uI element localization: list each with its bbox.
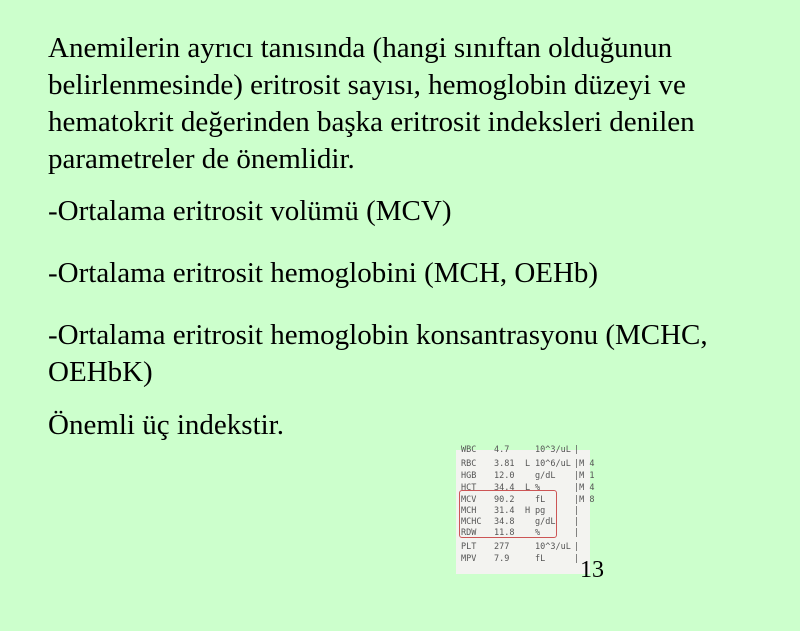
lab-row: MCHC 34.8 g/dL | <box>461 517 580 527</box>
lab-row: MCH 31.4 H pg | <box>461 506 580 516</box>
conclusion-text: Önemli üç indekstir. <box>48 409 284 441</box>
slide-body <box>48 30 768 444</box>
lab-row: HCT 34.4 L % |M 4 <box>461 483 595 493</box>
lab-row: MCV 90.2 fL |M 8 <box>461 495 595 505</box>
lab-row: HGB 12.0 g/dL |M 1 <box>461 471 595 481</box>
intro-paragraph: Anemilerin ayrıcı tanısında (hangi sınıftan olduğunun belirlenmesinde) eritrosit sayısı, hemoglobin düzeyi ve hematokrit değerinden başka eritrosit indeksleri denilen parametreler de önemlidir. <box>48 32 695 175</box>
lab-row: WBC 4.7 10^3/uL | <box>461 445 580 455</box>
lab-row: RBC 3.81 L 10^6/uL |M 4 <box>461 459 595 469</box>
list-item-mch: -Ortalama eritrosit hemoglobini (MCH, OEHb) <box>48 257 599 289</box>
indices-highlight-box <box>459 490 557 538</box>
lab-row: RDW 11.8 % | <box>461 528 580 538</box>
lab-result-printout-image <box>456 445 595 574</box>
lab-row: MPV 7.9 fL | <box>461 554 580 564</box>
list-item-mcv: -Ortalama eritrosit volümü (MCV) <box>48 195 452 227</box>
lab-row: PLT 277 10^3/uL | <box>461 542 580 552</box>
list-item-mchc: -Ortalama eritrosit hemoglobin konsantrasyonu (MCHC, OEHbK) <box>48 319 708 388</box>
slide-number: 13 <box>580 557 604 583</box>
